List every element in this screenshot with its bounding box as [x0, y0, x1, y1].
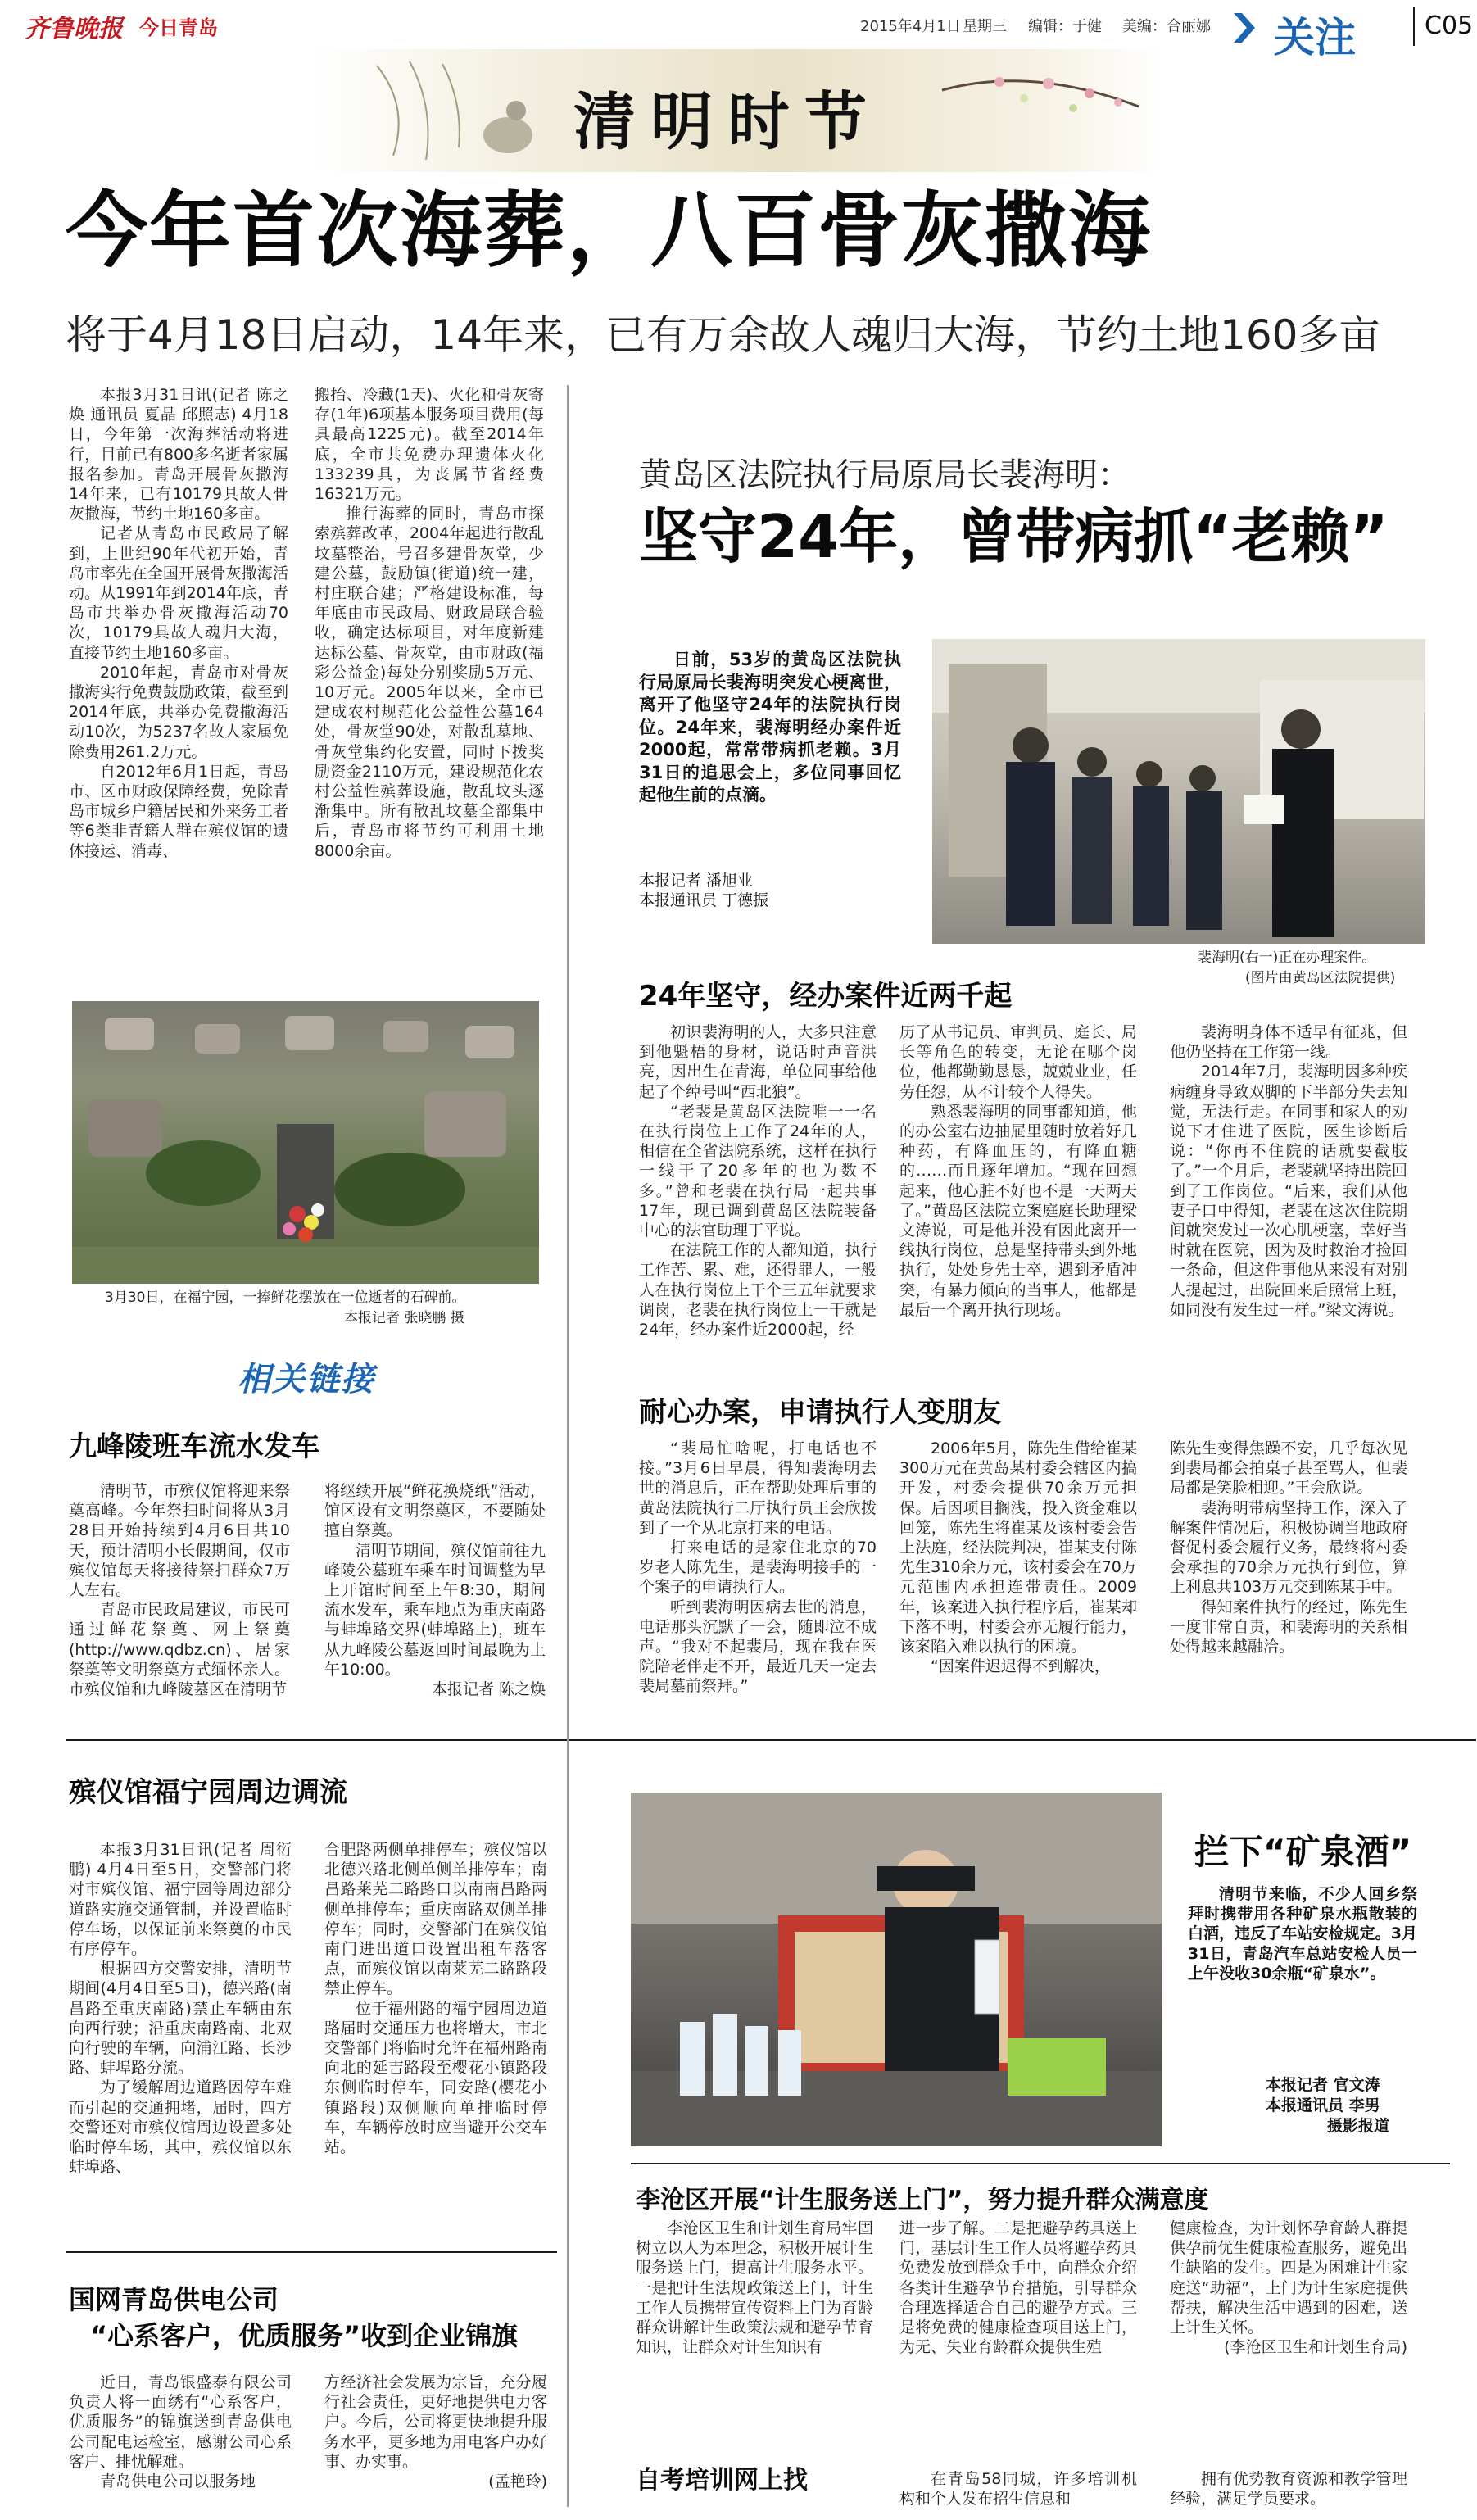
paragraph: 初识裴海明的人，大多只注意到他魁梧的身材，说话时声音洪亮，因出生在青海，单位同事给他起了个绰号叫“西北狼”。 — [639, 1023, 877, 1101]
exam-col2 — [1170, 2469, 1407, 2509]
lead-subheadline: 将于4月18日启动，14年来，已有万余故人魂归大海，节约土地160多亩 — [66, 311, 1380, 359]
court-photo — [932, 639, 1425, 944]
banner — [311, 49, 1163, 172]
blossom-decoration-icon — [934, 57, 1147, 167]
column-tag-icon — [1229, 10, 1265, 46]
security-check-scene-icon — [631, 1793, 1162, 2146]
paragraph: 听到裴海明因病去世的消息，电话那头沉默了一会，随即泣不成声。“我对不起裴局，现在我在医院陪老伴走不开，最近几天一定去裴局墓前祭拜。” — [639, 1598, 877, 1696]
lead-article-col1 — [69, 385, 288, 861]
paragraph: 2006年5月，陈先生借给崔某300万元在黄岛某村委会辖区内搞开发，村委会提供70余万元担保。后因项目搁浅，投入资金难以回笼，陈先生将崔某及该村委会告上法庭，经法院判决，崔某支付陈先生310余万元，该村委会在70万元范围内承担连带责任。2009年，该案进入执行程序后，崔某却下落不明，村委会亦无履行能力，该案陷入难以执行的困境。 — [899, 1439, 1137, 1657]
paragraph: 合肥路两侧单排停车；殡仪馆以北德兴路北侧单侧单排停车；南昌路莱芜二路路口以南南昌路两侧单排停车；重庆南路双侧单排停车；同时，交警部门在殡仪馆南门进出道口设置出租车落客点，而殡仪馆以南莱芜二路路段禁止停车。 — [324, 1841, 547, 1998]
page-number: C05 — [1425, 11, 1474, 40]
court-scene-icon — [932, 639, 1425, 944]
exam-headline: 自考培训网上找 — [636, 2466, 808, 2495]
feature-s1-col2 — [899, 1022, 1137, 1320]
paragraph: 熟悉裴海明的同事都知道，他的办公室右边抽屉里随时放着好几种药，有降血压的，有降血糖的……而且逐年增加。“现在回想起来，他心脏不好也不是一天两天了。”黄岛区法院立案庭庭长助理梁文涛说，可是他并没有因此离开一线执行岗位，总是坚持带头到外地执行，处处身先士卒，遇到矛盾冲突，有暴力倾向的当事人，他都是最后一个离开执行现场。 — [899, 1102, 1137, 1319]
paragraph: “裴局忙啥呢，打电话也不接。”3月6日早晨，得知裴海明去世的消息后，正在帮助处理后事的黄岛法院执行二厅执行员王会欣拨到了一个从北京打来的电话。 — [639, 1439, 877, 1537]
power-credit: (孟艳玲) — [488, 2472, 547, 2491]
paragraph: 2010年起，青岛市对骨灰撒海实行免费鼓励政策，截至到2014年底，共举办免费撒海活动10次，为5237名故人家属免除费用261.2万元。 — [69, 663, 288, 761]
column-separator — [567, 385, 569, 2507]
wine-headline: 拦下“矿泉酒” — [1194, 1832, 1412, 1872]
paragraph: 将继续开展“鲜花换烧纸”活动，馆区设有文明祭奠区，不要随处擅自祭奠。 — [324, 1482, 546, 1540]
paragraph: 本报3月31日讯(记者 陈之焕 通讯员 夏晶 邱照志) 4月18日，今年第一次海葬活动将进行，目前已有800多名逝者家属报名参加。青岛开展骨灰撒海14年来，已有10179具故人骨灰撒海，节约土地160多亩。 — [69, 386, 288, 523]
exam-col1 — [899, 2469, 1137, 2509]
licang-credit: (李沧区卫生和计划生育局) — [1224, 2338, 1407, 2357]
paragraph: 陈先生变得焦躁不安，几乎每次见到裴局都会拍桌子甚至骂人，但裴局都是笑脸相迎。”王会欣说。 — [1170, 1439, 1407, 1498]
paragraph: 清明节来临，不少人回乡祭拜时携带用各种矿泉水瓶散装的白酒，违反了车站安检规定。3月31日，青岛汽车总站安检人员一上午没收30余瓶“矿泉水”。 — [1188, 1885, 1417, 1983]
lead-headline: 今年首次海葬，八百骨灰撒海 — [66, 183, 1152, 279]
paragraph: 健康检查，为计划怀孕育龄人群提供孕前优生健康检查服务，避免出生缺陷的发生。四是为困难计生家庭送“助福”，上门为计生家庭提供帮扶，解决生活中遇到的困难，送上计生关怀。 — [1170, 2219, 1407, 2337]
paragraph: 近日，青岛银盛泰有限公司负责人将一面绣有“心系客户，优质服务”的锦旗送到青岛供电公司配电运检室，感谢公司心系客户、排忧解难。 — [69, 2373, 292, 2471]
paragraph: 清明节，市殡仪馆将迎来祭奠高峰。今年祭扫时间将从3月28日开始持续到4月6日共10天，预计清明小长假期间，仅市殡仪馆每天将接待祭扫群众7万人左右。 — [69, 1482, 290, 1600]
designer-credit: 美编：合丽娜 — [1122, 18, 1211, 35]
paragraph: 推行海葬的同时，青岛市探索殡葬改革，2004年起进行散乱坟墓整治，号召多建骨灰堂，少建公墓，鼓励镇(街道)统一建，村庄联合建；严格建设标准，每年底由市民政局、财政局联合验收，确定达标项目，对年度新建达标公墓、骨灰堂，由市财政(福彩公益金)每处分别奖励5万元、10万元。2005年以来，全市已建成农村规范化公益性公墓164处，骨灰堂90处，对散乱墓地、骨灰堂集约化安置，同时下拨奖励资金2110万元，建设规范化农村公益性殡葬设施，散乱坟头逐渐集中。所有散乱坟墓全部集中后，青岛市将节约可利用土地8000余亩。 — [315, 505, 544, 860]
feature-s1-col3 — [1170, 1022, 1407, 1320]
shuttle-col2 — [324, 1481, 546, 1699]
paragraph: 为了缓解周边道路因停车难而引起的交通拥堵，届时，四方交警还对市殡仪馆周边设置多处临时停车场，其中，殡仪馆以东蚌埠路、 — [69, 2078, 292, 2177]
paragraph: 自2012年6月1日起，青岛市、区市财政保障经费，免除青岛市城乡户籍居民和外来务工者等6类非青籍人群在殡仪馆的遗体接运、消毒、 — [69, 762, 288, 860]
paragraph: “老裴是黄岛区法院唯一一名在执行岗位上工作了24年的人，相信在全省法院系统，这样在执行一线干了20多年的也为数不多。”曾和老裴在执行局一起共事17年，现已调到黄岛区法院装备中心的法官助理丁平说。 — [639, 1102, 877, 1240]
traffic-col1 — [69, 1840, 292, 2177]
paragraph: 在青岛58同城，许多培训机构和个人发布招生信息和 — [899, 2470, 1137, 2509]
section-name: 今日青岛 — [139, 16, 218, 39]
related-link-tag — [238, 1353, 410, 1396]
paragraph: 根据四方交警安排，清明节期间(4月4日至5日)，德兴路(南昌路至重庆南路)禁止车辆由东向西行驶；沿重庆南路南、北双向行驶的车辆，向浦江路、长沙路、蚌埠路分流。 — [69, 1960, 292, 2078]
paragraph: 青岛供电公司以服务地 — [100, 2472, 256, 2491]
cemetery-photo — [72, 1001, 539, 1284]
paragraph: 李沧区卫生和计划生育局牢固树立以人为本理念，积极开展计生服务送上门，提高计生服务水平。一是把计生法规政策送上门，计生工作人员携带宣传资料上门为育龄群众讲解计生政策法规和避孕节育知识，让群众对计生知识有 — [636, 2219, 873, 2357]
wine-correspondent: 本报通讯员 李男 — [1266, 2096, 1380, 2114]
feature-s1-col1 — [639, 1022, 877, 1339]
court-photo-caption: 裴海明(右一)正在办理案件。 — [1198, 950, 1376, 966]
power-headline-1: 国网青岛供电公司 — [69, 2284, 279, 2315]
related-link-label: 相关链接 — [238, 1361, 375, 1398]
paragraph: 搬抬、冷藏(1天)、火化和骨灰寄存(1年)6项基本服务项目费用(每具最高1225元)。截至2014年底，全市共免费办理遗体火化133239具，为丧属节省经费16321万元。 — [315, 386, 544, 504]
power-col2 — [324, 2373, 547, 2491]
cemetery-scene-icon — [72, 1001, 539, 1284]
cemetery-photo-credit: 本报记者 张晓鹏 摄 — [344, 1310, 464, 1326]
paragraph: 记者从青岛市民政局了解到，上世纪90年代初开始，青岛市率先在全国开展骨灰撒海活动。从1991年到2014年底，青岛市共举办骨灰撒海活动70次，10179具故人魂归大海，直接节约土地160多亩。 — [69, 524, 288, 662]
divider — [66, 2251, 557, 2253]
feature-kicker: 黄岛区法院执行局原局长裴海明： — [639, 456, 1130, 494]
editor-credit: 编辑：于健 — [1028, 18, 1102, 35]
traffic-col2 — [324, 1840, 547, 2157]
paragraph: 在法院工作的人都知道，执行工作苦、累、难，还得罪人，一般人在执行岗位上干个三五年就要求调岗，老裴在执行岗位上一干就是24年，经办案件近2000起，经 — [639, 1241, 877, 1339]
paragraph: 裴海明身体不适早有征兆，但他仍坚持在工作第一线。 — [1170, 1023, 1407, 1062]
issue-weekday: 星期三 — [963, 18, 1007, 35]
shuttle-headline: 九峰陵班车流水发车 — [69, 1430, 319, 1463]
paragraph: 裴海明带病坚持工作，深入了解案件情况后，积极协调当地政府督促村委会履行义务，最终将村委会承担的70余万元执行到位，算上利息共103万元交到陈某手中。 — [1170, 1498, 1407, 1597]
feature-headline: 坚守24年，曾带病抓“老赖” — [639, 502, 1389, 571]
traffic-headline: 殡仪馆福宁园周边调流 — [69, 1776, 347, 1809]
paragraph: 打来电话的是家住北京的70岁老人陈先生，是裴海明接手的一个案子的申请执行人。 — [639, 1539, 877, 1597]
feature-subhead-2: 耐心办案，申请执行人变朋友 — [639, 1396, 1001, 1429]
brand-logo: 齐鲁晚报 — [25, 15, 123, 43]
paragraph: 清明节期间，殡仪馆前往九峰陵公墓班车乘车时间调整为早上开馆时间至上午8:30，期间流水发车，乘车地点为重庆南路与蚌埠路交界(蚌埠路上)，班车从九峰陵公墓返回时间最晚为上午10:00。 — [324, 1541, 546, 1679]
feature-s2-col3 — [1170, 1439, 1407, 1657]
power-col1 — [69, 2373, 292, 2491]
lead-article-col2 — [315, 385, 544, 861]
licang-col2 — [899, 2219, 1137, 2357]
wine-photo-credit: 摄影报道 — [1327, 2117, 1390, 2135]
power-headline-2: “心系客户，优质服务”收到企业锦旗 — [90, 2320, 519, 2351]
paragraph: 日前，53岁的黄岛区法院执行局原局长裴海明突发心梗离世，离开了他坚守24年的法院执行岗位。24年来，裴海明经办案件近2000起，常常带病抓老赖。3月31日的追思会上，多位同事回忆起他生前的点滴。 — [639, 650, 901, 804]
paragraph: 位于福州路的福宁园周边道路届时交通压力也将增大，市北交警部门将临时允许在福州路南向北的延吉路段至樱花小镇路段东侧临时停车，同安路(樱花小镇路段)双侧顺向单排临时停车，车辆停放时应当避开公交车站。 — [324, 1999, 547, 2157]
feature-correspondent: 本报通讯员 丁德振 — [639, 891, 769, 909]
divider — [66, 1739, 1476, 1741]
page-number-box — [1413, 7, 1474, 46]
paragraph: 得知案件执行的经过，陈先生一度非常自责，和裴海明的关系相处得越来越融洽。 — [1170, 1598, 1407, 1657]
feature-s2-col1 — [639, 1439, 877, 1697]
column-tag: 关注 — [1274, 14, 1356, 61]
security-check-photo — [631, 1793, 1162, 2146]
paragraph: 拥有优势教育资源和教学管理经验，满足学员要求。 — [1170, 2470, 1407, 2509]
paragraph: 青岛市民政局建议，市民可通过鲜花祭奠、网上祭奠(http://www.qdbz.cn)、居家祭奠等文明祭奠方式缅怀亲人。市殡仪馆和九峰陵墓区在清明节 — [69, 1601, 290, 1699]
willow-decoration-icon — [360, 57, 573, 167]
feature-reporter: 本报记者 潘旭业 — [639, 872, 754, 890]
wine-body — [1188, 1884, 1417, 1983]
divider — [631, 2163, 1450, 2164]
paragraph: 进一步了解。二是把避孕药具送上门，基层计生工作人员将避孕药具免费发放到群众手中，向群众介绍各类计生避孕节育措施，引导群众合理选择适合自己的避孕方式。三是将免费的健康检查项目送上门，为无、失业育龄群众提供生殖 — [899, 2219, 1137, 2357]
cemetery-photo-caption: 3月30日，在福宁园，一捧鲜花摆放在一位逝者的石碑前。 — [105, 1289, 466, 1306]
court-photo-credit: (图片由黄岛区法院提供) — [1245, 970, 1396, 986]
licang-col1 — [636, 2219, 873, 2357]
paragraph: 方经济社会发展为宗旨，充分履行社会责任，更好地提供电力客户。今后，公司将更快地提升服务水平，更多地为用电客户办好事、办实事。 — [324, 2373, 547, 2471]
paragraph: “因案件迟迟得不到解决， — [931, 1657, 1110, 1676]
licang-headline: 李沧区开展“计生服务送上门”，努力提升群众满意度 — [636, 2186, 1209, 2214]
wine-reporter: 本报记者 官文涛 — [1266, 2076, 1380, 2094]
banner-title: 清明时节 — [573, 85, 881, 158]
paragraph: 本报3月31日讯(记者 周衍鹏) 4月4日至5日，交警部门将对市殡仪馆、福宁园等周边部分道路实施交通管制，并设置临时停车场，以保证前来祭奠的市民有序停车。 — [69, 1841, 292, 1959]
licang-col3 — [1170, 2219, 1407, 2357]
shuttle-credit: 本报记者 陈之焕 — [431, 1680, 546, 1699]
paragraph: 历了从书记员、审判员、庭长、局长等角色的转变，无论在哪个岗位，他都勤勤恳恳，兢兢业业，任劳任怨，从不计较个人得失。 — [899, 1023, 1137, 1101]
feature-intro — [639, 649, 901, 807]
feature-s2-col2 — [899, 1439, 1137, 1676]
paragraph: 2014年7月，裴海明因多种疾病缠身导致双脚的下半部分失去知觉，无法行走。在同事和家人的劝说下才住进了医院，医生诊断后说：“你再不住院的话就要截肢了。”一个月后，老裴就坚持出院回到了工作岗位。“后来，我们从他妻子口中得知，老裴在这次住院期间就突发过一次心肌梗塞，幸好当时就在医院，因为及时救治才捡回一条命，但这件事他从来没有对别人提起过，出院回来后照常上班，如同没有发生过一样。”梁文涛说。 — [1170, 1063, 1407, 1319]
shuttle-col1 — [69, 1481, 290, 1699]
issue-date: 2015年4月1日 — [860, 18, 961, 35]
feature-subhead-1: 24年坚守，经办案件近两千起 — [639, 980, 1013, 1013]
